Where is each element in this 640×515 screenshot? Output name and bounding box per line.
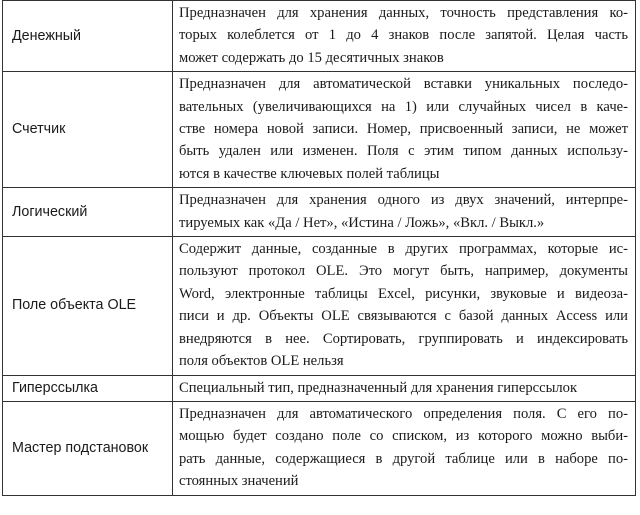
- type-description-cell: [173, 375, 636, 401]
- description-line: стве номера новой записи. Номер, присвоенный записи, не может: [179, 121, 628, 138]
- description-line: может содержать до 15 десятичных знаков: [179, 49, 444, 66]
- description-line: поля объектов OLE нельзя: [179, 353, 344, 370]
- type-name-cell: Поле объекта OLE: [3, 237, 173, 375]
- type-description-cell: [173, 188, 636, 237]
- table-row: [3, 72, 636, 188]
- type-description-cell: [173, 1, 636, 72]
- type-name-cell: Денежный: [3, 1, 173, 72]
- table-row: [3, 237, 636, 375]
- description-line: ются в качестве ключевых полей таблицы: [179, 165, 440, 182]
- table-row: [3, 188, 636, 237]
- description-line: Специальный тип, предназначенный для хранения гиперссылок: [179, 379, 578, 396]
- description-line: Предназначен для автоматической вставки уникальных последо-: [179, 76, 628, 93]
- description-line: тируемых как «Да / Нет», «Истина / Ложь», «Вкл. / Выкл.»: [179, 214, 545, 231]
- data-types-table: [2, 0, 636, 496]
- type-name-cell: Гиперссылка: [3, 375, 173, 401]
- description-line: вательных (увеличивающихся на 1) или случайных чисел в каче-: [179, 98, 628, 115]
- type-description-cell: [173, 401, 636, 495]
- table-row: [3, 375, 636, 401]
- type-name-cell: Логический: [3, 188, 173, 237]
- description-line: стоянных значений: [179, 473, 299, 490]
- type-description-cell: [173, 72, 636, 188]
- description-line: быть удален или изменен. Поля с этим типом данных использу-: [179, 143, 628, 160]
- description-line: писи и др. Объекты OLE связываются с базой данных Access или: [179, 308, 628, 325]
- description-line: Предназначен для хранения данных, точность представления ко-: [179, 5, 628, 21]
- description-line: торых колеблется от 1 до 4 знаков после запятой. Целая часть: [179, 27, 628, 44]
- description-line: Содержит данные, созданные в других программах, которые ис-: [179, 241, 628, 258]
- description-line: Word, электронные таблицы Excel, рисунки, звуковые и видеоза-: [179, 285, 628, 302]
- type-description-cell: [173, 237, 636, 375]
- description-line: внедряются в нее. Сортировать, группировать и индексировать: [179, 330, 628, 347]
- table-row: [3, 401, 636, 495]
- description-line: рать данные, содержащиеся в другой таблице или в наборе по-: [179, 450, 628, 467]
- description-line: мощью будет создано поле со списком, из которого можно выби-: [179, 428, 628, 445]
- description-line: пользуют протокол OLE. Это могут быть, например, документы: [179, 263, 628, 280]
- description-line: Предназначен для автоматического определения поля. С его по-: [179, 405, 628, 422]
- type-name-cell: Счетчик: [3, 72, 173, 188]
- table-row: [3, 1, 636, 72]
- description-line: Предназначен для хранения одного из двух значений, интерпре-: [179, 192, 628, 209]
- type-name-cell: Мастер подстановок: [3, 401, 173, 495]
